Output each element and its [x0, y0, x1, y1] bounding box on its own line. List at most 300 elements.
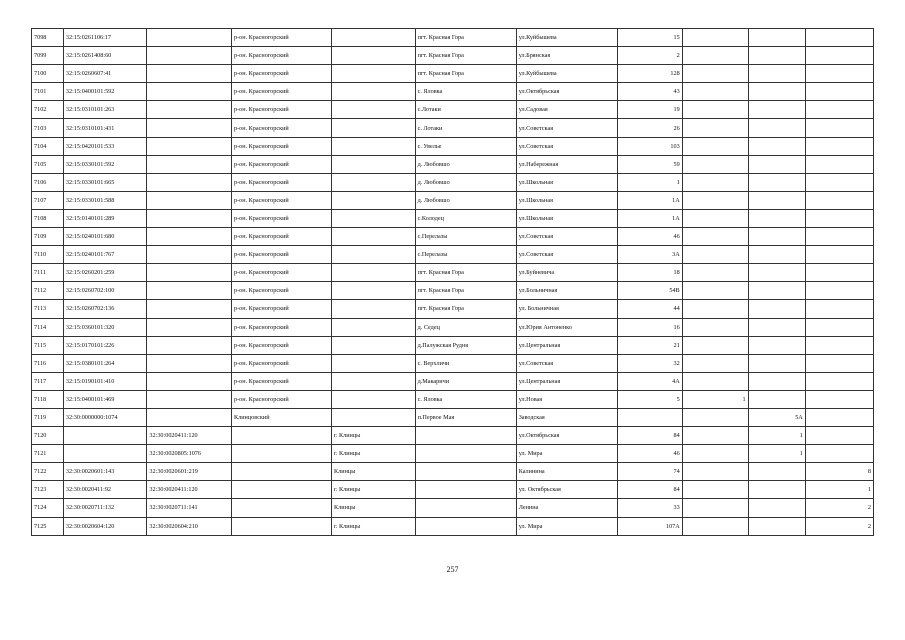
district-cell: р-он. Красногорский	[232, 264, 332, 282]
settlement-cell: с.Колодец	[415, 209, 516, 227]
settlement-cell: пгт. Красная Гора	[415, 264, 516, 282]
settlement-cell: с. Яловка	[415, 390, 516, 408]
cadastral-number-cell: 32:15:0190101:410	[63, 372, 147, 390]
building-cell	[682, 119, 748, 137]
house-number-cell: 128	[617, 65, 682, 83]
building-cell	[682, 83, 748, 101]
district-cell: р-он. Красногорский	[232, 372, 332, 390]
parent-cadastral-number-cell: 32:30:0020601:219	[147, 463, 232, 481]
address-table	[31, 28, 874, 536]
table-body	[32, 29, 874, 536]
cadastral-number-cell: 32:15:0380101:264	[63, 354, 147, 372]
street-cell: ул.Советская	[516, 119, 617, 137]
street-cell: ул.Набережная	[516, 155, 617, 173]
street-cell: ул.Советская	[516, 354, 617, 372]
table-row	[32, 463, 874, 481]
apartment-cell	[805, 336, 873, 354]
parent-cadastral-number-cell	[147, 354, 232, 372]
district-cell: р-он. Красногорский	[232, 354, 332, 372]
street-cell: ул.Куйбышева	[516, 29, 617, 47]
building-cell	[682, 246, 748, 264]
table-row	[32, 408, 874, 426]
apartment-cell: 8	[805, 463, 873, 481]
city-cell	[332, 282, 416, 300]
district-cell	[232, 517, 332, 535]
structure-cell	[748, 463, 805, 481]
settlement-cell: д.Макаричи	[415, 372, 516, 390]
cadastral-number-cell: 32:30:0000000:1074	[63, 408, 147, 426]
city-cell	[332, 228, 416, 246]
building-cell	[682, 282, 748, 300]
row-number-cell: 7118	[32, 390, 64, 408]
settlement-cell: д.Палужская Рудня	[415, 336, 516, 354]
building-cell	[682, 300, 748, 318]
row-number-cell: 7114	[32, 318, 64, 336]
structure-cell	[748, 191, 805, 209]
street-cell: ул.Брянская	[516, 47, 617, 65]
row-number-cell: 7098	[32, 29, 64, 47]
row-number-cell: 7113	[32, 300, 64, 318]
apartment-cell: 2	[805, 499, 873, 517]
district-cell: Клинцовский	[232, 408, 332, 426]
house-number-cell: 18	[617, 264, 682, 282]
city-cell	[332, 354, 416, 372]
cadastral-number-cell: 32:15:0261106:17	[63, 29, 147, 47]
city-cell	[332, 101, 416, 119]
row-number-cell: 7102	[32, 101, 64, 119]
district-cell: р-он. Красногорский	[232, 390, 332, 408]
parent-cadastral-number-cell	[147, 282, 232, 300]
table-row	[32, 246, 874, 264]
district-cell	[232, 427, 332, 445]
structure-cell	[748, 372, 805, 390]
district-cell: р-он. Красногорский	[232, 155, 332, 173]
district-cell: р-он. Красногорский	[232, 318, 332, 336]
cadastral-number-cell: 32:15:0240101:767	[63, 246, 147, 264]
settlement-cell: д. Любовшо	[415, 173, 516, 191]
structure-cell	[748, 155, 805, 173]
parent-cadastral-number-cell	[147, 372, 232, 390]
building-cell	[682, 463, 748, 481]
cadastral-number-cell: 32:30:0020711:132	[63, 499, 147, 517]
district-cell: р-он. Красногорский	[232, 300, 332, 318]
city-cell	[332, 137, 416, 155]
street-cell: ул.Советская	[516, 246, 617, 264]
street-cell: ул. Октябрьская	[516, 481, 617, 499]
settlement-cell: с.Лотаки	[415, 101, 516, 119]
parent-cadastral-number-cell	[147, 318, 232, 336]
street-cell: ул.Октябрьская	[516, 427, 617, 445]
table-row	[32, 101, 874, 119]
street-cell: ул.Центральная	[516, 336, 617, 354]
cadastral-number-cell: 32:15:0260201:259	[63, 264, 147, 282]
structure-cell	[748, 47, 805, 65]
apartment-cell	[805, 101, 873, 119]
settlement-cell: д. Седец	[415, 318, 516, 336]
settlement-cell: д. Любовшо	[415, 155, 516, 173]
row-number-cell: 7115	[32, 336, 64, 354]
apartment-cell: 1	[805, 481, 873, 499]
house-number-cell: 21	[617, 336, 682, 354]
table-row	[32, 191, 874, 209]
street-cell: ул.Буйневича	[516, 264, 617, 282]
street-cell: ул.Куйбышева	[516, 65, 617, 83]
apartment-cell	[805, 137, 873, 155]
row-number-cell: 7117	[32, 372, 64, 390]
house-number-cell: 107А	[617, 517, 682, 535]
table-row	[32, 83, 874, 101]
house-number-cell: 2	[617, 47, 682, 65]
parent-cadastral-number-cell	[147, 155, 232, 173]
cadastral-number-cell	[63, 427, 147, 445]
structure-cell	[748, 173, 805, 191]
structure-cell	[748, 101, 805, 119]
cadastral-number-cell: 32:30:0020601:143	[63, 463, 147, 481]
settlement-cell: пгт. Красная Гора	[415, 47, 516, 65]
city-cell: г. Клинцы	[332, 445, 416, 463]
cadastral-number-cell: 32:15:0330101:592	[63, 155, 147, 173]
building-cell	[682, 336, 748, 354]
city-cell	[332, 83, 416, 101]
row-number-cell: 7110	[32, 246, 64, 264]
structure-cell: 1	[748, 427, 805, 445]
parent-cadastral-number-cell	[147, 119, 232, 137]
district-cell: р-он. Красногорский	[232, 137, 332, 155]
district-cell: р-он. Красногорский	[232, 47, 332, 65]
house-number-cell: 103	[617, 137, 682, 155]
house-number-cell: 1А	[617, 191, 682, 209]
structure-cell	[748, 517, 805, 535]
table-row	[32, 517, 874, 535]
apartment-cell	[805, 47, 873, 65]
apartment-cell	[805, 390, 873, 408]
parent-cadastral-number-cell: 32:30:0020411:120	[147, 481, 232, 499]
parent-cadastral-number-cell	[147, 173, 232, 191]
house-number-cell	[617, 408, 682, 426]
district-cell: р-он. Красногорский	[232, 191, 332, 209]
cadastral-number-cell: 32:15:0360101:320	[63, 318, 147, 336]
building-cell	[682, 155, 748, 173]
apartment-cell	[805, 155, 873, 173]
table-row	[32, 29, 874, 47]
structure-cell	[748, 481, 805, 499]
apartment-cell	[805, 282, 873, 300]
district-cell: р-он. Красногорский	[232, 83, 332, 101]
city-cell	[332, 65, 416, 83]
parent-cadastral-number-cell	[147, 228, 232, 246]
house-number-cell: 32	[617, 354, 682, 372]
row-number-cell: 7106	[32, 173, 64, 191]
apartment-cell	[805, 209, 873, 227]
parent-cadastral-number-cell	[147, 65, 232, 83]
cadastral-number-cell: 32:15:0330101:588	[63, 191, 147, 209]
apartment-cell	[805, 228, 873, 246]
apartment-cell	[805, 354, 873, 372]
building-cell	[682, 427, 748, 445]
building-cell	[682, 318, 748, 336]
table-row	[32, 499, 874, 517]
district-cell: р-он. Красногорский	[232, 119, 332, 137]
settlement-cell	[415, 463, 516, 481]
table-row	[32, 427, 874, 445]
table-row	[32, 228, 874, 246]
structure-cell	[748, 300, 805, 318]
parent-cadastral-number-cell	[147, 300, 232, 318]
city-cell: г. Клинцы	[332, 517, 416, 535]
city-cell	[332, 390, 416, 408]
parent-cadastral-number-cell	[147, 390, 232, 408]
house-number-cell: 19	[617, 101, 682, 119]
table-row	[32, 137, 874, 155]
parent-cadastral-number-cell	[147, 246, 232, 264]
city-cell: Клинцы	[332, 463, 416, 481]
table-row	[32, 372, 874, 390]
city-cell	[332, 246, 416, 264]
row-number-cell: 7119	[32, 408, 64, 426]
settlement-cell: с. Увелье	[415, 137, 516, 155]
city-cell	[332, 336, 416, 354]
row-number-cell: 7105	[32, 155, 64, 173]
house-number-cell: 84	[617, 481, 682, 499]
cadastral-number-cell: 32:15:0400101:469	[63, 390, 147, 408]
structure-cell: 5А	[748, 408, 805, 426]
settlement-cell: д. Любовшо	[415, 191, 516, 209]
district-cell: р-он. Красногорский	[232, 209, 332, 227]
street-cell: Калинина	[516, 463, 617, 481]
house-number-cell: 15	[617, 29, 682, 47]
table-row	[32, 318, 874, 336]
building-cell	[682, 499, 748, 517]
settlement-cell	[415, 427, 516, 445]
house-number-cell: 4А	[617, 372, 682, 390]
house-number-cell: 84	[617, 427, 682, 445]
row-number-cell: 7107	[32, 191, 64, 209]
parent-cadastral-number-cell	[147, 137, 232, 155]
table-row	[32, 445, 874, 463]
settlement-cell: пгт. Красная Гора	[415, 29, 516, 47]
house-number-cell: 26	[617, 119, 682, 137]
house-number-cell: 5	[617, 390, 682, 408]
settlement-cell: п.Первое Мая	[415, 408, 516, 426]
cadastral-number-cell: 32:15:0260702:100	[63, 282, 147, 300]
table-row	[32, 282, 874, 300]
parent-cadastral-number-cell: 32:30:0020411:120	[147, 427, 232, 445]
street-cell: Заводская	[516, 408, 617, 426]
building-cell	[682, 408, 748, 426]
table-row	[32, 47, 874, 65]
parent-cadastral-number-cell: 32:30:0020711:141	[147, 499, 232, 517]
building-cell: 1	[682, 390, 748, 408]
city-cell	[332, 300, 416, 318]
cadastral-number-cell: 32:15:0330101:665	[63, 173, 147, 191]
table-row	[32, 264, 874, 282]
table-row	[32, 354, 874, 372]
street-cell: Ленина	[516, 499, 617, 517]
house-number-cell: 3А	[617, 246, 682, 264]
street-cell: ул.Школьная	[516, 209, 617, 227]
street-cell: ул.Советская	[516, 137, 617, 155]
apartment-cell	[805, 83, 873, 101]
row-number-cell: 7111	[32, 264, 64, 282]
house-number-cell: 54В	[617, 282, 682, 300]
structure-cell	[748, 65, 805, 83]
street-cell: ул.Новая	[516, 390, 617, 408]
building-cell	[682, 228, 748, 246]
row-number-cell: 7103	[32, 119, 64, 137]
apartment-cell	[805, 427, 873, 445]
house-number-cell: 59	[617, 155, 682, 173]
district-cell: р-он. Красногорский	[232, 65, 332, 83]
city-cell	[332, 408, 416, 426]
street-cell: ул.Центральная	[516, 372, 617, 390]
cadastral-number-cell: 32:15:0140101:289	[63, 209, 147, 227]
cadastral-number-cell: 32:15:0240101:680	[63, 228, 147, 246]
cadastral-number-cell: 32:15:0260702:136	[63, 300, 147, 318]
house-number-cell: 1	[617, 173, 682, 191]
apartment-cell	[805, 318, 873, 336]
house-number-cell: 74	[617, 463, 682, 481]
row-number-cell: 7109	[32, 228, 64, 246]
building-cell	[682, 47, 748, 65]
district-cell	[232, 463, 332, 481]
building-cell	[682, 101, 748, 119]
cadastral-number-cell: 32:15:0420101:533	[63, 137, 147, 155]
structure-cell	[748, 29, 805, 47]
building-cell	[682, 354, 748, 372]
cadastral-number-cell: 32:15:0310101:431	[63, 119, 147, 137]
building-cell	[682, 481, 748, 499]
apartment-cell	[805, 300, 873, 318]
district-cell: р-он. Красногорский	[232, 228, 332, 246]
building-cell	[682, 191, 748, 209]
row-number-cell: 7122	[32, 463, 64, 481]
table-row	[32, 390, 874, 408]
row-number-cell: 7124	[32, 499, 64, 517]
cadastral-number-cell: 32:15:0310101:263	[63, 101, 147, 119]
table-row	[32, 155, 874, 173]
apartment-cell	[805, 191, 873, 209]
cadastral-number-cell	[63, 445, 147, 463]
cadastral-number-cell: 32:15:0170101:226	[63, 336, 147, 354]
table-row	[32, 336, 874, 354]
parent-cadastral-number-cell	[147, 408, 232, 426]
row-number-cell: 7112	[32, 282, 64, 300]
parent-cadastral-number-cell	[147, 47, 232, 65]
street-cell: ул. Мира	[516, 445, 617, 463]
settlement-cell: с.Перелазы	[415, 246, 516, 264]
street-cell: ул.Школьная	[516, 173, 617, 191]
house-number-cell: 44	[617, 300, 682, 318]
row-number-cell: 7101	[32, 83, 64, 101]
district-cell: р-он. Красногорский	[232, 29, 332, 47]
building-cell	[682, 65, 748, 83]
parent-cadastral-number-cell	[147, 29, 232, 47]
city-cell	[332, 119, 416, 137]
apartment-cell	[805, 29, 873, 47]
building-cell	[682, 445, 748, 463]
building-cell	[682, 517, 748, 535]
city-cell: Клинцы	[332, 499, 416, 517]
table-row	[32, 119, 874, 137]
district-cell: р-он. Красногорский	[232, 101, 332, 119]
parent-cadastral-number-cell	[147, 209, 232, 227]
street-cell: ул.Советская	[516, 228, 617, 246]
structure-cell	[748, 318, 805, 336]
row-number-cell: 7104	[32, 137, 64, 155]
row-number-cell: 7100	[32, 65, 64, 83]
parent-cadastral-number-cell	[147, 191, 232, 209]
street-cell: ул.Садовая	[516, 101, 617, 119]
table-row	[32, 481, 874, 499]
house-number-cell: 46	[617, 445, 682, 463]
settlement-cell	[415, 445, 516, 463]
row-number-cell: 7121	[32, 445, 64, 463]
row-number-cell: 7125	[32, 517, 64, 535]
settlement-cell: с. Верхличи	[415, 354, 516, 372]
structure-cell: 1	[748, 445, 805, 463]
structure-cell	[748, 209, 805, 227]
structure-cell	[748, 264, 805, 282]
city-cell: г. Клинцы	[332, 427, 416, 445]
house-number-cell: 33	[617, 499, 682, 517]
street-cell: ул.Школьная	[516, 191, 617, 209]
street-cell: ул.Октябрьская	[516, 83, 617, 101]
city-cell	[332, 155, 416, 173]
district-cell: р-он. Красногорский	[232, 246, 332, 264]
building-cell	[682, 173, 748, 191]
house-number-cell: 16	[617, 318, 682, 336]
page-number: 257	[446, 565, 459, 574]
house-number-cell: 1А	[617, 209, 682, 227]
city-cell	[332, 47, 416, 65]
table-row	[32, 173, 874, 191]
apartment-cell	[805, 408, 873, 426]
structure-cell	[748, 246, 805, 264]
district-cell	[232, 481, 332, 499]
city-cell	[332, 372, 416, 390]
building-cell	[682, 209, 748, 227]
settlement-cell: пгт. Красная Гора	[415, 282, 516, 300]
row-number-cell: 7123	[32, 481, 64, 499]
settlement-cell	[415, 481, 516, 499]
settlement-cell	[415, 517, 516, 535]
structure-cell	[748, 354, 805, 372]
cadastral-number-cell: 32:15:0261408:60	[63, 47, 147, 65]
building-cell	[682, 372, 748, 390]
house-number-cell: 46	[617, 228, 682, 246]
settlement-cell	[415, 499, 516, 517]
settlement-cell: с. Яловка	[415, 83, 516, 101]
row-number-cell: 7108	[32, 209, 64, 227]
parent-cadastral-number-cell	[147, 264, 232, 282]
structure-cell	[748, 282, 805, 300]
apartment-cell	[805, 246, 873, 264]
parent-cadastral-number-cell: 32:30:0020805:1076	[147, 445, 232, 463]
table-row	[32, 209, 874, 227]
parent-cadastral-number-cell	[147, 336, 232, 354]
row-number-cell: 7120	[32, 427, 64, 445]
district-cell: р-он. Красногорский	[232, 173, 332, 191]
parent-cadastral-number-cell	[147, 101, 232, 119]
cadastral-number-cell: 32:30:0020411:92	[63, 481, 147, 499]
structure-cell	[748, 137, 805, 155]
settlement-cell: пгт. Красная Гора	[415, 65, 516, 83]
settlement-cell: с.Перелазы	[415, 228, 516, 246]
street-cell: ул. Больничная	[516, 300, 617, 318]
structure-cell	[748, 390, 805, 408]
city-cell: г. Клинцы	[332, 481, 416, 499]
city-cell	[332, 29, 416, 47]
